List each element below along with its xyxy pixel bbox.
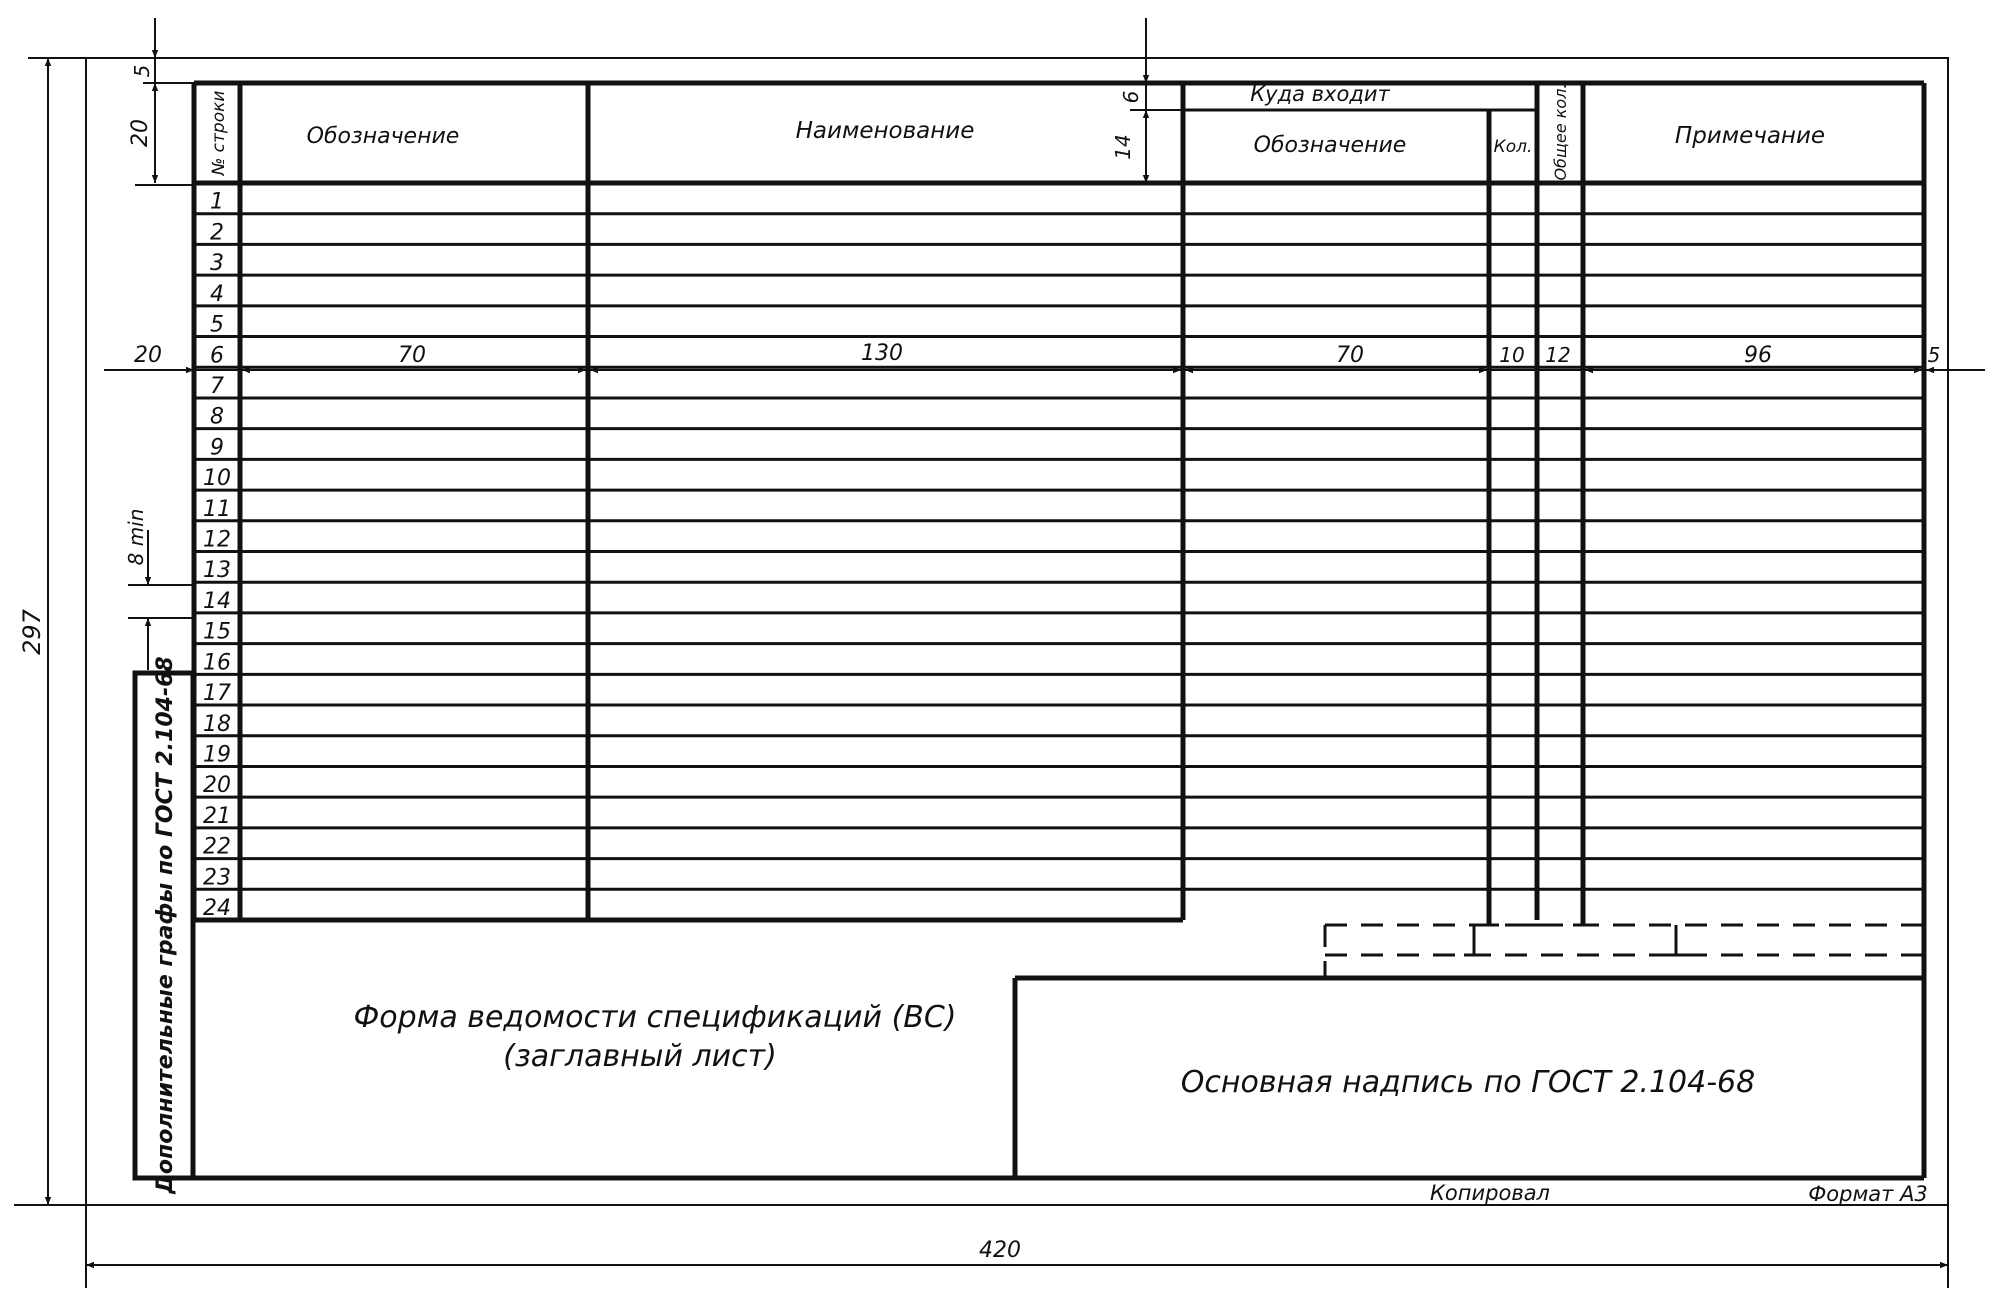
header-total-qty: Общее кол. [1551, 83, 1570, 181]
row-number: 13 [203, 558, 231, 584]
dim-sub-header-top: 6 [1119, 90, 1143, 104]
dim-left-margin: 20 [134, 343, 162, 368]
row-number: 5 [210, 312, 224, 338]
dim-col-total: 12 [1545, 343, 1571, 367]
header-row-no: № строки [209, 90, 229, 176]
row-number: 4 [210, 281, 224, 307]
dim-overall-width: 420 [979, 1238, 1021, 1263]
row-numbers [203, 190, 231, 921]
bottom-area [135, 673, 1924, 1178]
row-number: 23 [203, 865, 231, 891]
header-name: Наименование [795, 118, 975, 144]
row-number: 1 [210, 189, 224, 215]
dim-header-height: 20 [128, 119, 153, 147]
dim-col-note: 96 [1744, 343, 1772, 368]
row-number: 18 [203, 711, 231, 737]
dim-top-margin: 5 [130, 64, 154, 78]
footer-copied: Копировал [1430, 1181, 1550, 1205]
row-number: 22 [203, 834, 231, 860]
row-lines [194, 214, 1924, 890]
side-label: Дополнительные графы по ГОСТ 2.104-68 [153, 656, 178, 1194]
header-qty: Кол. [1493, 137, 1533, 157]
header-height-dimension [135, 18, 200, 185]
dim-row-min: 8 min [124, 508, 148, 566]
header-designation: Обозначение [306, 124, 460, 149]
row-number: 3 [210, 251, 224, 277]
row-number: 14 [203, 588, 231, 614]
row-number: 11 [203, 496, 231, 522]
header-where-designation: Обозначение [1253, 133, 1407, 158]
table-header [194, 83, 1924, 925]
header-where-used: Куда входит [1250, 82, 1390, 106]
form-title-line2: (заглавный лист) [503, 1039, 777, 1074]
row-number: 20 [203, 773, 231, 799]
row-number: 7 [210, 373, 224, 399]
row-number: 6 [210, 343, 224, 369]
row-number: 15 [203, 619, 231, 645]
dim-col-name: 130 [861, 341, 903, 366]
row-number: 8 [210, 404, 224, 430]
row-number: 17 [203, 681, 231, 707]
dim-col-qty: 10 [1499, 343, 1525, 367]
dim-col-designation: 70 [398, 343, 426, 368]
title-block-text: Основная надпись по ГОСТ 2.104-68 [1180, 1065, 1756, 1100]
row-number: 19 [203, 742, 231, 768]
row-number: 21 [203, 803, 231, 829]
row-number: 10 [203, 466, 231, 492]
row-number: 16 [203, 650, 231, 676]
dim-col-where-designation: 70 [1336, 343, 1364, 368]
dim-overall-height: 297 [18, 609, 46, 655]
row-number: 24 [203, 896, 231, 921]
row-number: 9 [210, 435, 224, 461]
header-note: Примечание [1674, 123, 1826, 149]
dim-sub-header-height: 14 [1111, 134, 1135, 160]
row-number: 12 [203, 527, 231, 553]
dim-right-margin: 5 [1927, 343, 1941, 367]
footer-format: Формат А3 [1808, 1182, 1928, 1206]
form-title-line1: Форма ведомости спецификаций (ВС) [353, 1000, 957, 1035]
row-number: 2 [210, 220, 224, 246]
